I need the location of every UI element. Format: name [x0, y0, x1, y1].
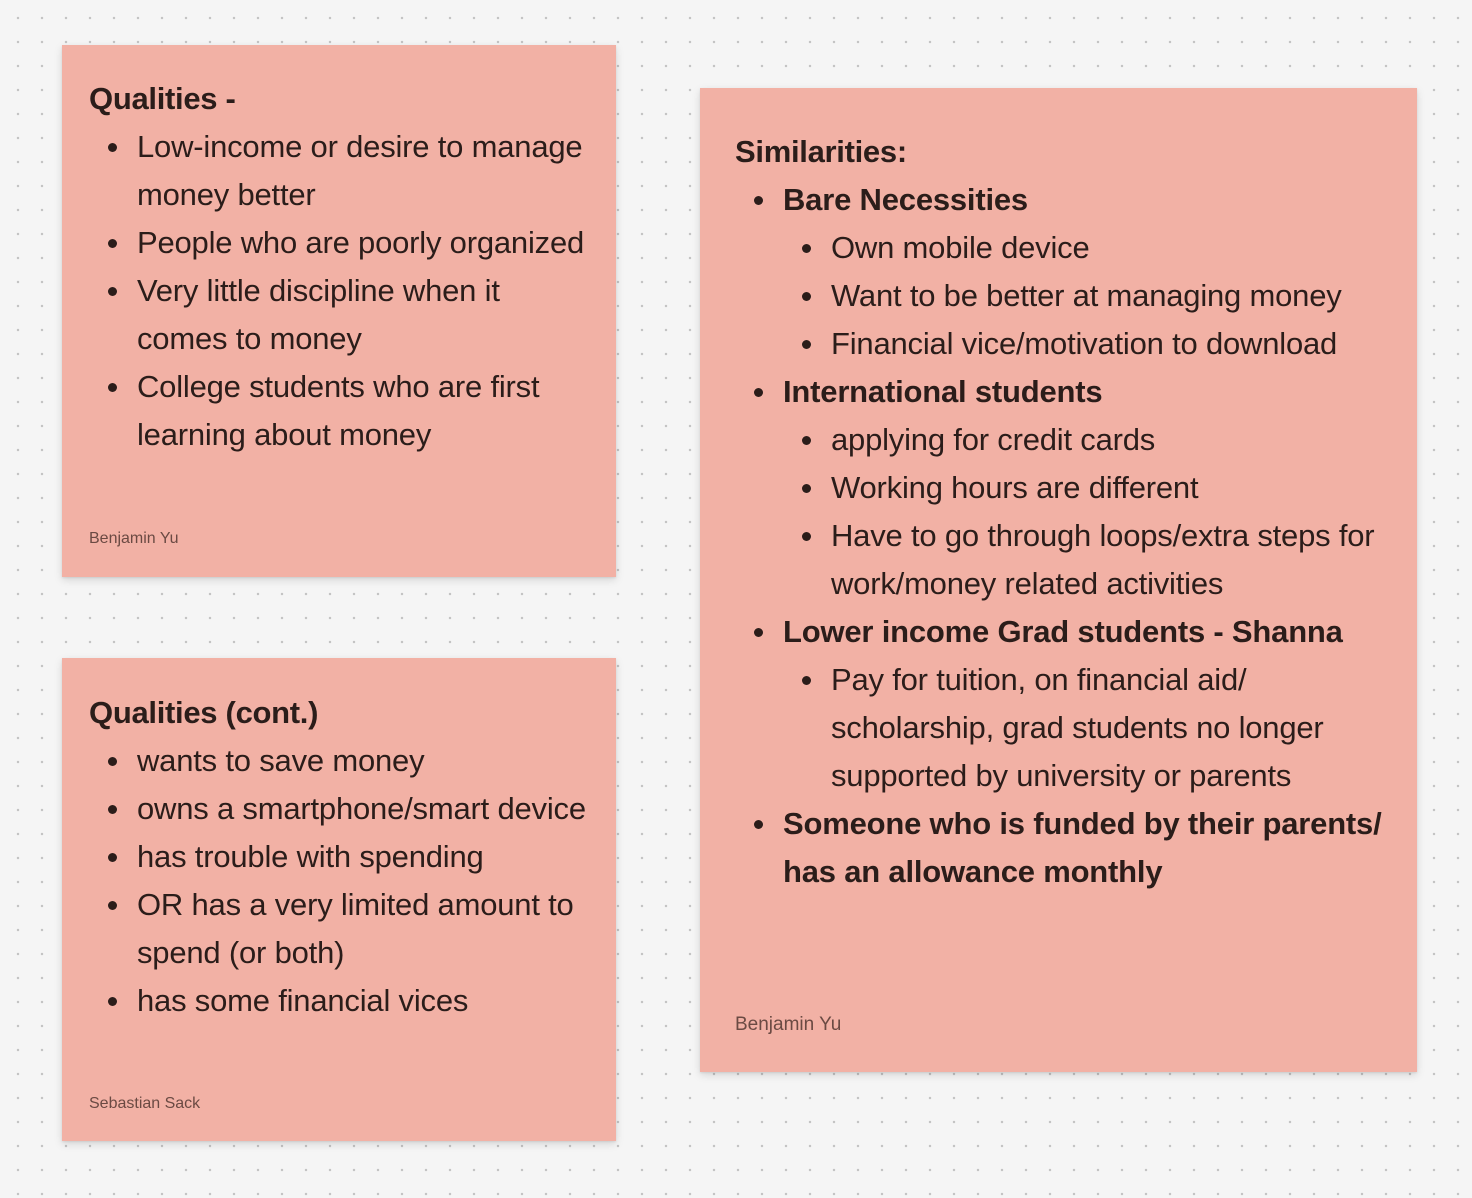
list-item — [89, 881, 596, 977]
list-item-text: Financial vice/motivation to download — [831, 326, 1338, 361]
list-item — [783, 272, 1397, 320]
list-item — [783, 224, 1397, 272]
list-item — [89, 785, 596, 833]
list-item-text: has trouble with spending — [137, 839, 484, 874]
list-item-text: Working hours are different — [831, 470, 1199, 505]
list-item — [89, 737, 596, 785]
list-item-text: People who are poorly organized — [137, 225, 585, 260]
bullet-icon — [802, 532, 811, 541]
list-item — [89, 833, 596, 881]
group-item — [735, 800, 1397, 896]
list-item-text: owns a smartphone/smart device — [137, 791, 586, 826]
note-title: Qualities - — [89, 81, 236, 116]
list-item — [783, 320, 1397, 368]
list-item-text: Low-income or desire to manage money better — [137, 129, 583, 212]
bullet-icon — [108, 901, 117, 910]
bullet-icon — [802, 436, 811, 445]
note-author: Benjamin Yu — [89, 530, 179, 547]
list-item-text: Have to go through loops/extra steps for work/money related activities — [831, 518, 1375, 601]
sticky-note-qualities-cont[interactable] — [62, 658, 616, 1141]
bullet-icon — [802, 244, 811, 253]
list-item-text: College students who are first learning about money — [137, 369, 540, 452]
list-item — [89, 267, 596, 363]
sub-bullet-list — [783, 416, 1397, 608]
bullet-icon — [802, 676, 811, 685]
bullet-icon — [754, 628, 763, 637]
sticky-note-qualities[interactable] — [62, 45, 616, 577]
bullet-icon — [802, 292, 811, 301]
list-item — [89, 363, 596, 459]
note-bullet-list — [735, 176, 1397, 896]
list-item-text: Very little discipline when it comes to money — [137, 273, 500, 356]
note-title: Qualities (cont.) — [89, 695, 319, 730]
note-bullet-list — [89, 737, 596, 1025]
bullet-icon — [108, 805, 117, 814]
group-item — [735, 368, 1397, 608]
bullet-icon — [108, 757, 117, 766]
list-item-text: has some financial vices — [137, 983, 469, 1018]
group-heading: International students — [783, 374, 1103, 409]
bullet-icon — [108, 143, 117, 152]
group-item — [735, 176, 1397, 368]
list-item — [89, 977, 596, 1025]
bullet-icon — [754, 820, 763, 829]
bullet-icon — [108, 383, 117, 392]
group-heading: Bare Necessities — [783, 182, 1028, 217]
bullet-icon — [802, 340, 811, 349]
note-title: Similarities: — [735, 134, 907, 169]
list-item — [783, 464, 1397, 512]
list-item-text: wants to save money — [137, 743, 425, 778]
sub-bullet-list — [783, 656, 1397, 800]
bullet-icon — [108, 287, 117, 296]
bullet-icon — [108, 239, 117, 248]
note-author: Benjamin Yu — [735, 1014, 842, 1035]
note-bullet-list — [89, 123, 596, 459]
sticky-note-similarities[interactable] — [700, 88, 1417, 1072]
group-item — [735, 608, 1397, 800]
list-item-text: applying for credit cards — [831, 422, 1156, 457]
list-item — [783, 656, 1397, 800]
bullet-icon — [108, 853, 117, 862]
bullet-icon — [754, 388, 763, 397]
bullet-icon — [802, 484, 811, 493]
group-heading: Lower income Grad students - Shanna — [783, 614, 1343, 649]
list-item-text: Pay for tuition, on financial aid/ scholarship, grad students no longer supported by university or parents — [831, 662, 1324, 793]
bullet-icon — [108, 997, 117, 1006]
group-heading: Someone who is funded by their parents/ has an allowance monthly — [783, 806, 1382, 889]
list-item-text: Want to be better at managing money — [831, 278, 1342, 313]
list-item — [89, 123, 596, 219]
list-item-text: Own mobile device — [831, 230, 1090, 265]
sub-bullet-list — [783, 224, 1397, 368]
list-item-text: OR has a very limited amount to spend (or both) — [137, 887, 574, 970]
list-item — [783, 416, 1397, 464]
list-item — [89, 219, 596, 267]
bullet-icon — [754, 196, 763, 205]
list-item — [783, 512, 1397, 608]
note-author: Sebastian Sack — [89, 1095, 201, 1112]
